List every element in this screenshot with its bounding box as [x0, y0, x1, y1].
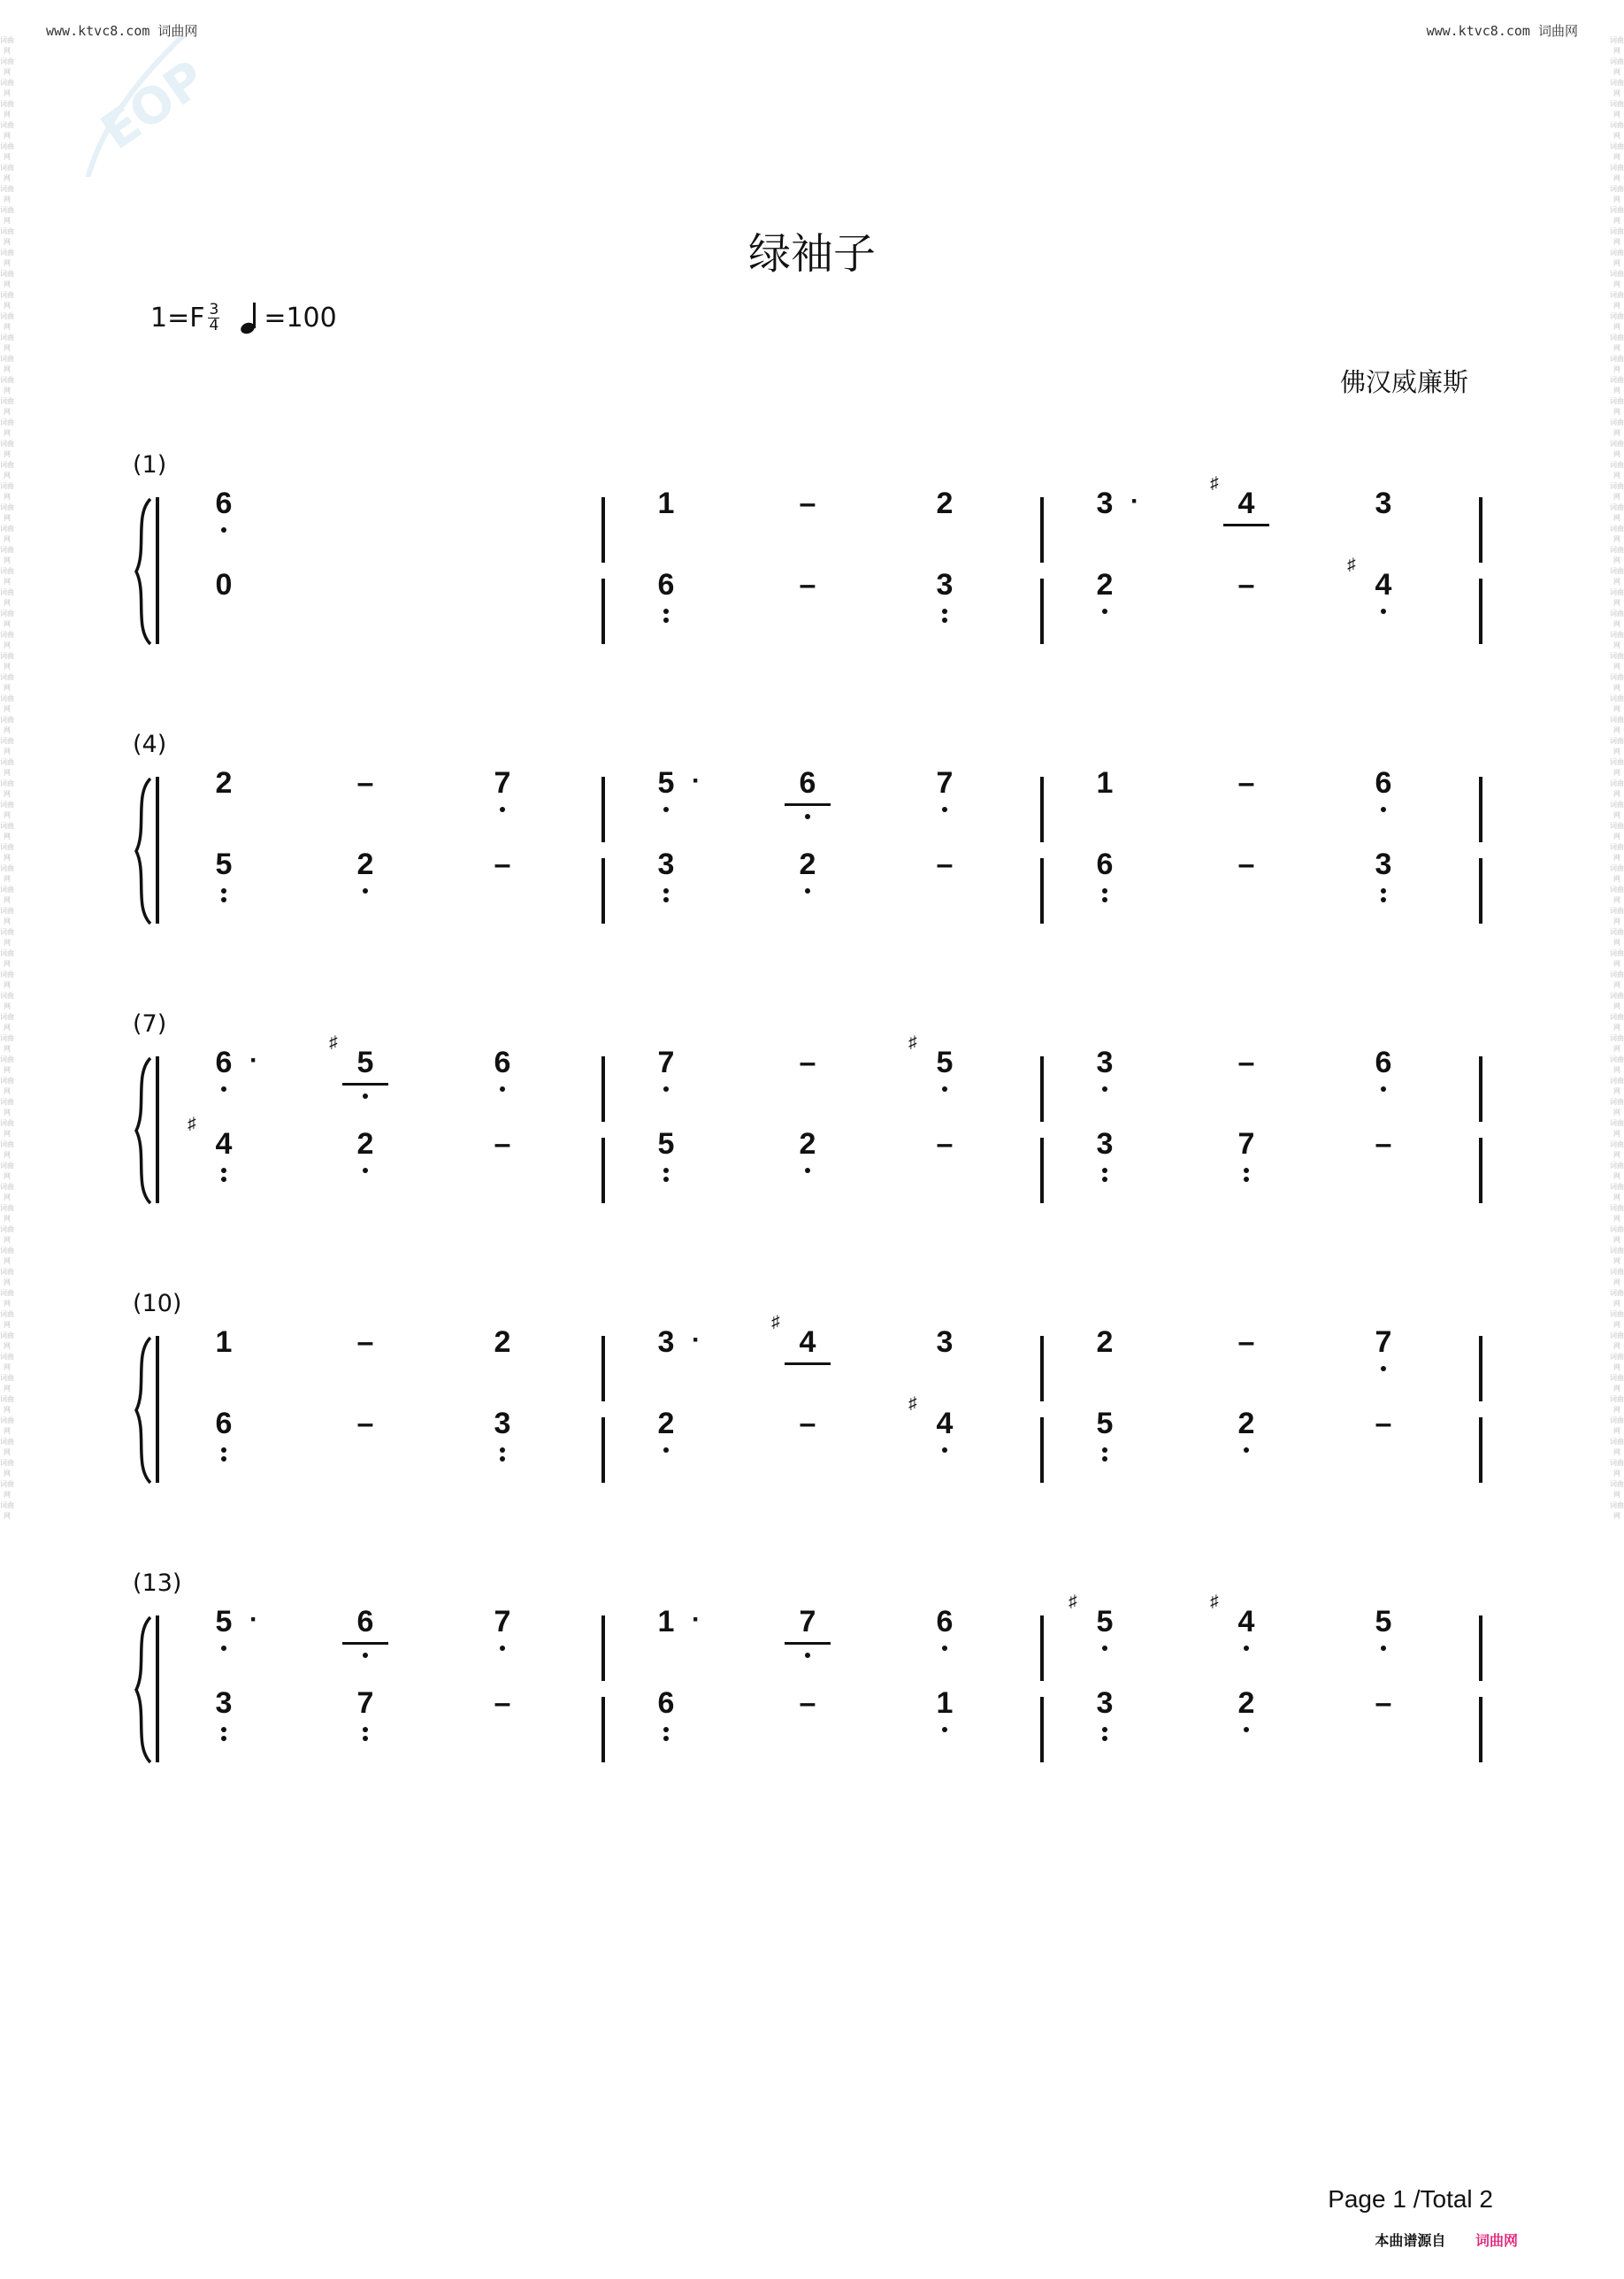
barline	[1479, 777, 1482, 842]
barline	[601, 1417, 605, 1483]
lower-octave-dot	[1381, 1086, 1386, 1092]
note: 2	[644, 1407, 688, 1441]
lower-octave-dot	[1381, 1366, 1386, 1371]
lower-octave-dot	[1381, 888, 1386, 894]
note: 3	[1083, 1127, 1127, 1162]
score-system	[133, 1010, 1486, 1214]
score-system	[133, 1290, 1486, 1493]
note: 6	[644, 568, 688, 602]
lower-octave-dot	[1102, 1727, 1107, 1732]
lower-octave-dot	[942, 1646, 947, 1651]
svg-text:EOP: EOP	[91, 50, 217, 162]
note: 6	[1083, 848, 1127, 882]
system-start-line	[156, 1615, 159, 1762]
lower-octave-dot	[942, 807, 947, 812]
barline	[1040, 1417, 1044, 1483]
note: 2	[785, 848, 830, 882]
system-start-line	[156, 1056, 159, 1203]
lower-octave-dot	[1102, 609, 1107, 614]
barline	[1040, 858, 1044, 924]
lower-octave-dot	[942, 618, 947, 623]
barline	[1479, 1417, 1482, 1483]
lower-octave-dot	[663, 609, 669, 614]
sustain-dash: –	[799, 1046, 816, 1079]
lower-octave-dot	[1102, 1168, 1107, 1173]
lower-octave-dot	[221, 888, 226, 894]
underline	[342, 1083, 388, 1086]
key-signature: 1=F	[150, 302, 205, 334]
note: 6 ·	[202, 1046, 246, 1080]
note: 5	[1083, 1407, 1127, 1441]
augmentation-dot: ·	[249, 1046, 258, 1075]
note: 7	[343, 1686, 387, 1721]
barline	[1040, 1615, 1044, 1681]
sharp-icon: ♯	[329, 1033, 338, 1052]
score-system	[133, 731, 1486, 934]
side-watermark-left: 词曲网 词曲网 词曲网 词曲网 词曲网 词曲网 词曲网 词曲网 词曲网 词曲网 词曲网 词曲网 词曲网 词曲网 词曲网 词曲网 词曲网 词曲网 词曲网 词曲网 词曲网 词曲网 词曲网 词曲网 词曲网 词曲网 词曲网 词曲网 词曲网 词曲网 词曲网 词曲网 词曲网 词曲网 词曲网 词曲网 词曲网 词曲网 词曲网 词曲网 词曲网 词曲网 词曲网 词曲网 词曲网 词曲网 词曲网 词曲网 词曲网 词曲网 词曲网 词曲网 词曲网 词曲网 词曲网 词曲网 词曲网 词曲网 词曲网 词曲网 词曲网 词曲网 词曲网 词曲网 词曲网 词曲网 词曲网 词曲网 词曲网 词曲网	[0, 36, 14, 1520]
note: 2	[1224, 1407, 1268, 1441]
note: 6	[1361, 766, 1406, 801]
lower-octave-dot	[663, 897, 669, 902]
header-left-text: www.ktvc8.com 词曲网	[46, 23, 198, 39]
sustain-dash: –	[799, 1407, 816, 1440]
song-title: 绿袖子	[747, 229, 876, 279]
barline	[1479, 1336, 1482, 1401]
sustain-dash: –	[799, 1686, 816, 1720]
sustain-dash: –	[1375, 1407, 1392, 1440]
grand-staff-brace	[133, 1615, 154, 1764]
lower-octave-dot	[1381, 609, 1386, 614]
barline	[1040, 1138, 1044, 1203]
note: 5 ·	[644, 766, 688, 801]
barline	[1040, 1697, 1044, 1762]
note: 6	[202, 1407, 246, 1441]
note: 1	[923, 1686, 967, 1721]
note: 1	[215, 1325, 233, 1359]
lower-octave-dot	[1381, 807, 1386, 812]
note: 2	[1224, 1686, 1268, 1721]
note: 7	[480, 1605, 525, 1639]
note: 2	[1083, 568, 1127, 602]
note: 4 ♯	[1224, 487, 1268, 521]
barline	[1479, 1138, 1482, 1203]
lower-octave-dot	[1244, 1646, 1249, 1651]
note: 7	[644, 1046, 688, 1080]
measure-number: (7)	[133, 1010, 167, 1038]
measure-number: (4)	[133, 731, 167, 758]
lower-octave-dot	[942, 1086, 947, 1092]
note: 3	[1083, 1046, 1127, 1080]
underline	[785, 1642, 831, 1645]
augmentation-dot: ·	[692, 1605, 701, 1634]
barline	[601, 497, 605, 563]
underline	[1223, 524, 1269, 526]
note: 3	[480, 1407, 525, 1441]
barline	[601, 858, 605, 924]
system-start-line	[156, 777, 159, 924]
time-signature	[208, 300, 219, 334]
grand-staff-brace	[133, 1056, 154, 1205]
source-site: 词曲网	[1475, 2232, 1518, 2249]
note: 3	[1375, 487, 1392, 520]
barline	[601, 1138, 605, 1203]
note: 7	[923, 766, 967, 801]
augmentation-dot: ·	[1130, 487, 1139, 516]
lower-octave-dot	[221, 527, 226, 533]
barline	[1479, 858, 1482, 924]
side-watermark-right: 词曲网 词曲网 词曲网 词曲网 词曲网 词曲网 词曲网 词曲网 词曲网 词曲网 词曲网 词曲网 词曲网 词曲网 词曲网 词曲网 词曲网 词曲网 词曲网 词曲网 词曲网 词曲网 词曲网 词曲网 词曲网 词曲网 词曲网 词曲网 词曲网 词曲网 词曲网 词曲网 词曲网 词曲网 词曲网 词曲网 词曲网 词曲网 词曲网 词曲网 词曲网 词曲网 词曲网 词曲网 词曲网 词曲网 词曲网 词曲网 词曲网 词曲网 词曲网 词曲网 词曲网 词曲网 词曲网 词曲网 词曲网 词曲网 词曲网 词曲网 词曲网 词曲网 词曲网 词曲网 词曲网 词曲网 词曲网 词曲网 词曲网 词曲网	[1610, 36, 1624, 1520]
system-start-line	[156, 1336, 159, 1483]
sustain-dash: –	[936, 848, 954, 881]
barline	[1479, 579, 1482, 644]
note: 7	[785, 1605, 830, 1639]
note: 7	[1224, 1127, 1268, 1162]
note: 6	[343, 1605, 387, 1639]
sustain-dash: –	[356, 1325, 374, 1359]
note: 2	[936, 487, 954, 520]
note: 4 ♯	[202, 1127, 246, 1162]
note: 5 ·	[202, 1605, 246, 1639]
note: 6	[1361, 1046, 1406, 1080]
lower-octave-dot	[1244, 1168, 1249, 1173]
note: 6	[644, 1686, 688, 1721]
note: 3 ·	[1096, 487, 1139, 520]
augmentation-dot: ·	[249, 1605, 258, 1634]
lower-octave-dot	[221, 897, 226, 902]
barline	[1040, 497, 1044, 563]
lower-octave-dot	[663, 888, 669, 894]
note: 4 ♯	[923, 1407, 967, 1441]
lower-octave-dot	[500, 1646, 505, 1651]
sharp-icon: ♯	[1210, 474, 1219, 493]
score-system	[133, 1569, 1486, 1773]
lower-octave-dot	[221, 1086, 226, 1092]
measure-number: (1)	[133, 451, 167, 479]
note: 5 ♯	[343, 1046, 387, 1080]
sustain-dash: –	[494, 1127, 511, 1161]
lower-octave-dot	[363, 1168, 368, 1173]
note: 6	[785, 766, 830, 801]
sharp-icon: ♯	[771, 1313, 780, 1331]
lower-octave-dot	[221, 1447, 226, 1453]
lower-octave-dot	[1102, 1736, 1107, 1741]
lower-octave-dot	[500, 807, 505, 812]
barline	[601, 777, 605, 842]
sustain-dash: –	[799, 568, 816, 602]
sharp-icon: ♯	[188, 1115, 196, 1133]
lower-octave-dot	[221, 1168, 226, 1173]
lower-octave-dot	[805, 1653, 810, 1658]
lower-octave-dot	[1102, 1447, 1107, 1453]
note: 7	[480, 766, 525, 801]
lower-octave-dot	[500, 1456, 505, 1462]
note: 5	[1361, 1605, 1406, 1639]
barline	[601, 1056, 605, 1122]
note: 4 ♯	[1224, 1605, 1268, 1639]
lower-octave-dot	[663, 1736, 669, 1741]
source-label: 本曲谱源自	[1375, 2232, 1446, 2249]
lower-octave-dot	[1244, 1447, 1249, 1453]
grand-staff-brace	[133, 1336, 154, 1485]
note: 6	[480, 1046, 525, 1080]
barline	[1040, 1336, 1044, 1401]
lower-octave-dot	[221, 1646, 226, 1651]
note: 2	[215, 766, 233, 800]
sustain-dash: –	[1237, 848, 1255, 881]
lower-octave-dot	[1102, 888, 1107, 894]
measure-number: (10)	[133, 1290, 182, 1317]
note: 3 ·	[657, 1325, 701, 1359]
sustain-dash: –	[799, 487, 816, 520]
note: 1	[657, 487, 675, 520]
sustain-dash: –	[1375, 1127, 1392, 1161]
note: 3	[202, 1686, 246, 1721]
sustain-dash: –	[494, 848, 511, 881]
note: 2	[1096, 1325, 1114, 1359]
sustain-dash: –	[356, 1407, 374, 1440]
lower-octave-dot	[363, 1653, 368, 1658]
note: 2	[343, 848, 387, 882]
lower-octave-dot	[363, 1727, 368, 1732]
lower-octave-dot	[363, 888, 368, 894]
lower-octave-dot	[663, 1727, 669, 1732]
lower-octave-dot	[221, 1736, 226, 1741]
lower-octave-dot	[1102, 1177, 1107, 1182]
note: 0	[215, 568, 233, 602]
lower-octave-dot	[1244, 1727, 1249, 1732]
lower-octave-dot	[942, 1727, 947, 1732]
note: 5	[644, 1127, 688, 1162]
note: 4 ♯	[1361, 568, 1406, 602]
header-right-text: www.ktvc8.com 词曲网	[1426, 23, 1578, 39]
composer-credit: 佛汉威廉斯	[1339, 367, 1468, 397]
barline	[601, 579, 605, 644]
lower-octave-dot	[221, 1456, 226, 1462]
barline	[1479, 497, 1482, 563]
lower-octave-dot	[663, 1168, 669, 1173]
note: 3	[644, 848, 688, 882]
note: 2	[494, 1325, 511, 1359]
lower-octave-dot	[942, 609, 947, 614]
sharp-icon: ♯	[908, 1394, 917, 1413]
sharp-icon: ♯	[1347, 556, 1356, 574]
quarter-note-icon	[239, 301, 264, 334]
time-signature-bottom: 4	[209, 316, 219, 334]
barline	[601, 1615, 605, 1681]
note: 1	[1096, 766, 1114, 800]
underline	[785, 803, 831, 806]
lower-octave-dot	[1381, 897, 1386, 902]
sharp-icon: ♯	[1210, 1592, 1219, 1611]
note: 5 ♯	[923, 1046, 967, 1080]
source-credit	[1375, 2229, 1518, 2250]
lower-octave-dot	[942, 1447, 947, 1453]
lower-octave-dot	[663, 1086, 669, 1092]
sharp-icon: ♯	[908, 1033, 917, 1052]
sustain-dash: –	[1237, 766, 1255, 800]
lower-octave-dot	[1102, 897, 1107, 902]
sustain-dash: –	[494, 1686, 511, 1720]
lower-octave-dot	[805, 888, 810, 894]
underline	[785, 1362, 831, 1365]
barline	[1040, 579, 1044, 644]
barline	[1479, 1056, 1482, 1122]
note: 4 ♯	[785, 1325, 830, 1360]
eop-watermark-logo	[35, 35, 265, 177]
augmentation-dot: ·	[692, 1325, 701, 1354]
time-signature-top: 3	[209, 300, 219, 318]
grand-staff-brace	[133, 497, 154, 646]
note: 6	[923, 1605, 967, 1639]
sustain-dash: –	[936, 1127, 954, 1161]
lower-octave-dot	[363, 1736, 368, 1741]
sustain-dash: –	[356, 766, 374, 800]
barline	[1040, 777, 1044, 842]
note: 2	[343, 1127, 387, 1162]
note: 5 ♯	[1083, 1605, 1127, 1639]
lower-octave-dot	[500, 1447, 505, 1453]
grand-staff-brace	[133, 777, 154, 925]
sustain-dash: –	[1375, 1686, 1392, 1720]
note: 3	[1083, 1686, 1127, 1721]
lower-octave-dot	[805, 814, 810, 819]
note: 1 ·	[657, 1605, 701, 1638]
note: 7	[1361, 1325, 1406, 1360]
lower-octave-dot	[663, 1447, 669, 1453]
barline	[601, 1336, 605, 1401]
lower-octave-dot	[1381, 1646, 1386, 1651]
sharp-icon: ♯	[1069, 1592, 1077, 1611]
page-indicator: Page 1 /Total 2	[1328, 2185, 1493, 2213]
note: 3	[936, 1325, 954, 1359]
key-tempo-line	[150, 301, 337, 334]
lower-octave-dot	[221, 1727, 226, 1732]
underline	[342, 1642, 388, 1645]
note: 3	[1361, 848, 1406, 882]
lower-octave-dot	[663, 807, 669, 812]
barline	[1479, 1615, 1482, 1681]
sustain-dash: –	[1237, 568, 1255, 602]
note: 6	[202, 487, 246, 521]
lower-octave-dot	[663, 1177, 669, 1182]
note: 3	[923, 568, 967, 602]
tempo-marking: =100	[264, 302, 337, 334]
note: 5	[202, 848, 246, 882]
score-system	[133, 451, 1486, 655]
sustain-dash: –	[1237, 1325, 1255, 1359]
note: 2	[785, 1127, 830, 1162]
lower-octave-dot	[663, 618, 669, 623]
system-start-line	[156, 497, 159, 644]
lower-octave-dot	[1102, 1086, 1107, 1092]
barline	[1479, 1697, 1482, 1762]
lower-octave-dot	[363, 1093, 368, 1099]
augmentation-dot: ·	[692, 766, 701, 795]
measure-number: (13)	[133, 1569, 182, 1597]
lower-octave-dot	[805, 1168, 810, 1173]
lower-octave-dot	[1102, 1456, 1107, 1462]
lower-octave-dot	[1244, 1177, 1249, 1182]
barline	[601, 1697, 605, 1762]
lower-octave-dot	[221, 1177, 226, 1182]
lower-octave-dot	[500, 1086, 505, 1092]
lower-octave-dot	[1102, 1646, 1107, 1651]
sustain-dash: –	[1237, 1046, 1255, 1079]
barline	[1040, 1056, 1044, 1122]
